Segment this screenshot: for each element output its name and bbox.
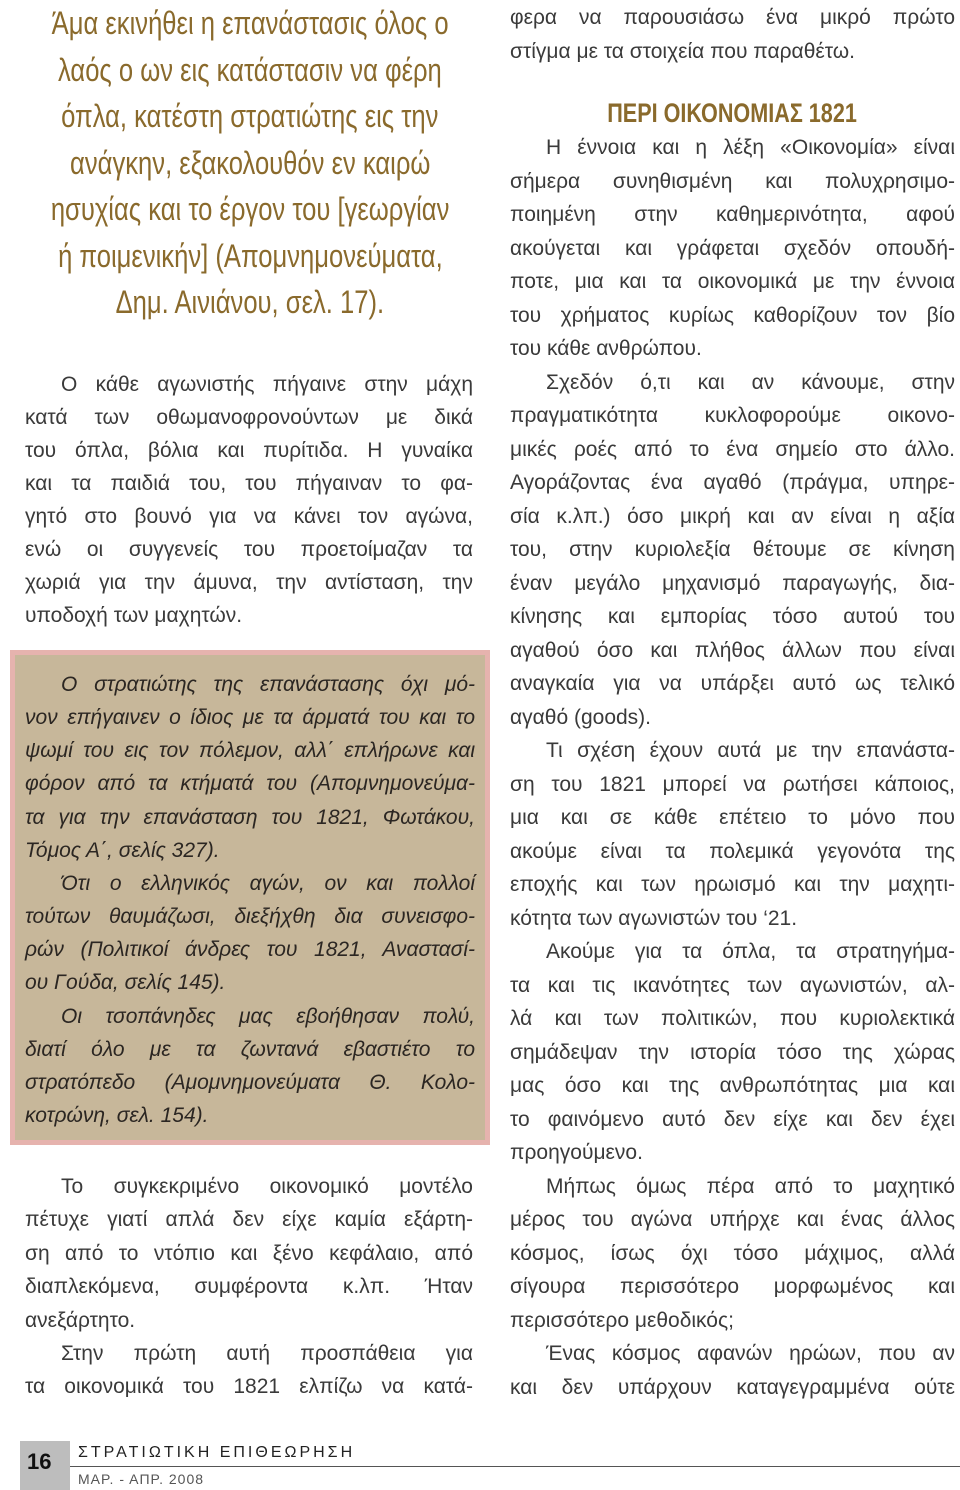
pull-quote-text: όπλα, κατέστη στρατιώτης εις την [61, 98, 439, 134]
text-line: ου Γούδα, σελίς 145). [25, 971, 226, 995]
text-line: του χρήματος κυρίως καθορίζουν τον βίο [510, 303, 955, 327]
text-line: τα και τις ικανότητες των αγωνιστών, αλ- [510, 973, 955, 997]
text-line: Ένας κόσμος αφανών ηρώων, που αν [546, 1342, 955, 1365]
pull-quote-text: Δημ. Αινιάνου, σελ. 17). [115, 284, 385, 320]
body-paragraph [510, 1, 955, 68]
text-line: ψωμί του εις τον πόλεμον, αλλ΄ επλήρωνε και [25, 739, 475, 763]
text-line: και δεν υπάρχουν καταγεγραμμένα ούτε [510, 1375, 955, 1399]
pull-quote [25, 0, 475, 326]
text-line: του όπλα, βόλια και πυρίτιδα. Η γυναίκα [25, 439, 473, 462]
text-line: τούτων θαυμάζωσι, διεξήχθη δια συνεισφο- [25, 905, 475, 929]
text-line: Μήπως όμως πέρα από το μαχητικό [546, 1174, 955, 1198]
quote-paragraph [25, 1000, 475, 1133]
magazine-title: ΣΤΡΑΤΙΩΤΙΚΗ ΕΠΙΘΕΩΡΗΣΗ [78, 1444, 356, 1461]
text-line: διαπλεκόμενα, συμφέροντα κ.λπ. Ήταν [25, 1275, 473, 1299]
text-line: χωριά για την άμυνα, την αντίσταση, την [25, 571, 473, 594]
text-line: μια και σε κάθε επέτειο το μόνο που [510, 806, 955, 829]
text-line: κοτρώνη, σελ. 154). [25, 1104, 209, 1128]
text-line: Σχεδόν ό,τι και αν κάνουμε, στην [546, 370, 955, 394]
text-line: ενώ οι συγγενείς του προετοίμαζαν τα [25, 538, 473, 561]
text-line: Το συγκεκριμένο οικονομικό μοντέλο [61, 1175, 473, 1198]
text-line: εποχής και των ηρωισμό και την μαχητι- [510, 873, 955, 896]
body-paragraph [510, 734, 955, 935]
pull-quote-line [25, 93, 475, 140]
text-line: τα οικονομικά του 1821 ελπίζω να κατά- [25, 1375, 473, 1399]
text-line: σήμερα συνηθισμένη και πολυχρησιμο- [510, 169, 955, 193]
pull-quote-text: ησυχίας και το έργον του [γεωργίαν [50, 191, 450, 227]
body-paragraph [25, 1170, 473, 1337]
text-line: Η έννοια και η λέξη «Οικονομία» είναι [546, 136, 955, 159]
pull-quote-text: Άμα εκινήθει η επανάστασις όλος ο [51, 5, 449, 41]
body-paragraph [510, 935, 955, 1170]
body-paragraph [25, 368, 473, 632]
text-line: ανεξάρτητο. [25, 1308, 136, 1332]
text-line: Ο κάθε αγωνιστής πήγαινε στην μάχη [61, 373, 473, 396]
text-line: σίγουρα περισσότερο μορφωμένος και [510, 1275, 955, 1298]
text-line: αναγκαία για να υπάρξει αυτό ως τελικό [510, 672, 955, 695]
pull-quote-text: ή ποιμενικήν] (Απομνημονεύματα, [57, 237, 443, 274]
text-line: φόρον από τα κτήματά του (Απομνημονεύμα- [25, 772, 475, 796]
text-line: ρών (Πολιτικοί άνδρες του 1821, Αναστασί- [25, 938, 475, 962]
body-text-block [25, 1170, 473, 1404]
text-line: Ο στρατιώτης της επανάστασης όχι μό- [61, 673, 475, 696]
text-line: έναν μεγάλο μηχανισμό παραγωγής, δια- [510, 571, 955, 595]
quote-paragraph [25, 867, 475, 1000]
text-line: γητό στο βουνό για να κάνει τον αγώνα, [25, 505, 473, 528]
text-line: τα για την επανάσταση του 1821, Φωτάκου, [25, 805, 475, 829]
text-line: Τόμος Α΄, σελίς 327). [25, 838, 220, 862]
text-line: Στην πρώτη αυτή προσπάθεια για [61, 1342, 473, 1366]
section-heading-text: ΠΕΡΙ ΟΙΚΟΝΟΜΙΑΣ 1821 [607, 97, 858, 128]
text-line: κίνησης και εμπορίας τόσο αυτού του [510, 605, 955, 628]
text-line: Ότι ο ελληνικός αγών, ον και πολλοί [61, 871, 475, 895]
body-paragraph [510, 366, 955, 735]
text-line: Αγοράζοντας ένα αγαθό (πράγμα, υπηρε- [510, 471, 955, 494]
pull-quote-line [25, 47, 475, 94]
text-line: νον επήγαινεν ο ίδιος με τα άρματά του και το [25, 706, 475, 730]
text-line: σία κ.λπ.) όσο μικρή και αν είναι η αξία [510, 504, 955, 528]
text-line: φερα να παρουσιάσω ένα μικρό πρώτο [510, 6, 955, 29]
text-line: αγαθό (goods). [510, 705, 652, 729]
body-paragraph [510, 131, 955, 366]
text-line: ποτε, μια και τα οικονομικά με την έννοια [510, 270, 955, 293]
text-line: μικές ροές από το ένα σημείο στο άλλο. [510, 437, 955, 461]
text-line: το φαινόμενο αυτό δεν είχε και δεν έχει [510, 1107, 955, 1131]
body-text-block [510, 131, 955, 1404]
text-line: του κάθε ανθρώπου. [510, 337, 702, 360]
pull-quote-line [25, 140, 475, 187]
text-line: Ακούμε για τα όπλα, τα στρατηγήμα- [546, 940, 955, 963]
text-line: ση από το ντόπιο και ξένο κεφάλαιο, από [25, 1241, 473, 1265]
text-line: ακούγεται και γράφεται σχεδόν οπουδή- [510, 236, 955, 260]
pull-quote-text: ανάγκην, εξακολουθόν εν καιρώ [69, 144, 431, 181]
quote-paragraph [25, 668, 475, 867]
body-paragraph [510, 1337, 955, 1404]
text-line: του, στην κυριολεξία θέτουμε σε κίνηση [510, 538, 955, 561]
section-heading [510, 96, 955, 130]
text-line: Οι τσοπάνηδες μας εβοήθησαν πολύ, [61, 1004, 475, 1028]
pull-quote-line [25, 186, 475, 233]
text-line: αγαθού όσο και πλήθος άλλων που είναι [510, 638, 955, 662]
text-line: ση του 1821 μπορεί να ρωτήσει κάποιος, [510, 772, 955, 796]
text-line: σημάδεψαν την ιστορία τόσο της χώρας [510, 1040, 955, 1064]
footer-rule [70, 1466, 960, 1467]
text-line: Τι σχέση έχουν αυτά με την επανάστα- [546, 739, 955, 762]
text-line: προηγούμενο. [510, 1141, 643, 1164]
pull-quote-text: λαός ο ων εις κατάστασιν να φέρη [58, 51, 442, 88]
text-line: διατί όλο με τα ζωντανά εβαστιέτο το [25, 1037, 475, 1061]
pull-quote-line [25, 233, 475, 280]
text-line: υποδοχή των μαχητών. [25, 604, 243, 627]
text-line: πραγματικότητα κυκλοφορούμε οικονο- [510, 404, 955, 427]
text-line: κατά των οθωμανοφρονούντων με δικά [25, 406, 473, 429]
text-line: και τα παιδιά του, του πήγαιναν το φα- [25, 472, 473, 495]
text-line: κόσμος, ίσως όχι τόσο μάχιμος, αλλά [510, 1241, 955, 1265]
pull-quote-line [25, 279, 475, 326]
page-number: 16 [20, 1441, 70, 1490]
text-line: ποιημένη στην καθημερινότητα, αφού [510, 203, 955, 226]
quote-box [10, 650, 490, 1145]
text-line: ακούμε είναι τα πολεμικά γεγονότα της [510, 839, 955, 863]
text-line: λά και των πολιτικών, που κυριολεκτικά [510, 1007, 955, 1030]
text-line: μέρος του αγώνα υπήρχε και ένας άλλος [510, 1208, 955, 1231]
pull-quote-line [25, 0, 475, 47]
body-paragraph [510, 1170, 955, 1338]
text-line: κότητα των αγωνιστών του ‘21. [510, 906, 798, 930]
text-line: μας όσο και της ανθρωπότητας μια και [510, 1074, 955, 1097]
text-line: περισσότερο μεθοδικός; [510, 1308, 734, 1332]
text-line: στίγμα με τα στοιχεία που παραθέτω. [510, 39, 855, 63]
text-line: πέτυχε γιατί απλά δεν είχε καμία εξάρτη- [25, 1208, 473, 1232]
text-line: στρατόπεδο (Αμομνημονεύματα Θ. Κολο- [25, 1070, 475, 1094]
body-paragraph [25, 1337, 473, 1404]
issue-date: ΜΑΡ. - ΑΠΡ. 2008 [78, 1471, 205, 1487]
